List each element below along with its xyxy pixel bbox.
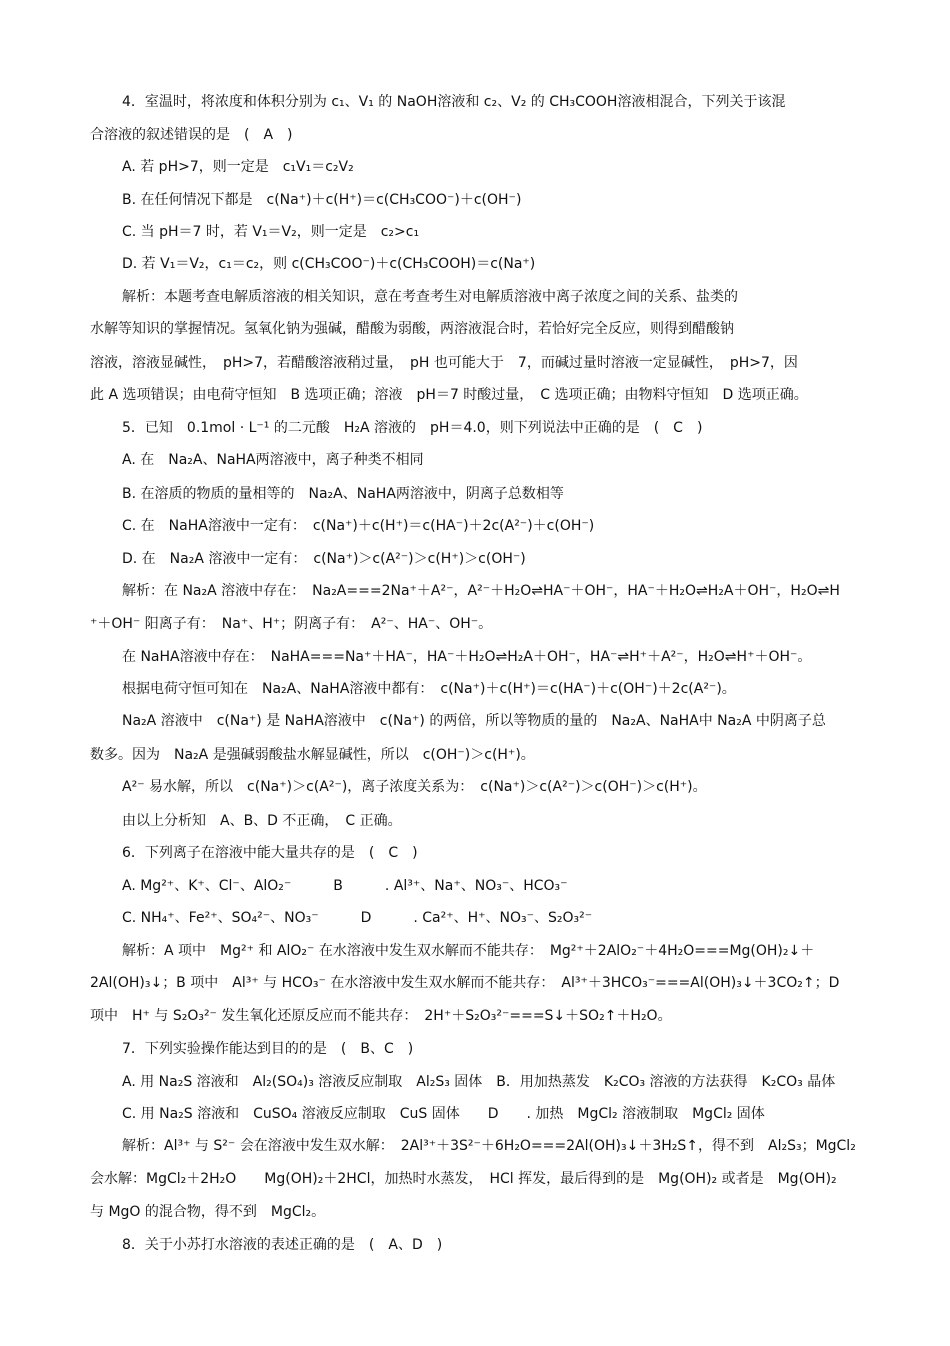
text-line: 项中 H⁺ 与 S₂O₃²⁻ 发生氧化还原反应而不能共存： 2H⁺＋S₂O₃²⁻===S↓＋SO₂↑＋H₂O。	[90, 1008, 672, 1024]
text-line: C. NH₄⁺、Fe²⁺、SO₄²⁻、NO₃⁻ D . Ca²⁺、H⁺、NO₃⁻、S₂O₃²⁻	[122, 910, 593, 926]
text-line: 解析：A 项中 Mg²⁺ 和 AlO₂⁻ 在水溶液中发生双水解而不能共存： Mg²⁺＋2AlO₂⁻＋4H₂O===Mg(OH)₂↓＋	[122, 943, 815, 959]
text-line: 由以上分析知 A、B、D 不正确， C 正确。	[122, 813, 402, 829]
text-line: 4．室温时，将浓度和体积分别为 c₁、V₁ 的 NaOH溶液和 c₂、V₂ 的 CH₃COOH溶液相混合，下列关于该混	[122, 94, 786, 110]
text-line: 水解等知识的掌握情况。氢氧化钠为强碱，醋酸为弱酸，两溶液混合时，若恰好完全反应，则得到醋酸钠	[90, 321, 734, 337]
text-line: 此 A 选项错误；由电荷守恒知 B 选项正确；溶液 pH＝7 时酸过量， C 选项正确；由物料守恒知 D 选项正确。	[90, 387, 808, 403]
text-line: 合溶液的叙述错误的是 ( A )	[90, 127, 293, 143]
text-line: C. 用 Na₂S 溶液和 CuSO₄ 溶液反应制取 CuS 固体 D . 加热 MgCl₂ 溶液制取 MgCl₂ 固体	[122, 1106, 765, 1122]
text-line: 溶液，溶液显碱性， pH>7，若醋酸溶液稍过量， pH 也可能大于 7，而碱过量时溶液一定显碱性， pH>7，因	[90, 355, 798, 371]
text-line: 会水解：MgCl₂＋2H₂O Mg(OH)₂＋2HCl，加热时水蒸发， HCl 挥发，最后得到的是 Mg(OH)₂ 或者是 Mg(OH)₂	[90, 1171, 837, 1187]
text-line: 解析：本题考查电解质溶液的相关知识，意在考查考生对电解质溶液中离子浓度之间的关系、盐类的	[122, 289, 738, 305]
text-line: C. 当 pH＝7 时，若 V₁＝V₂，则一定是 c₂>c₁	[122, 224, 420, 240]
text-line: Na₂A 溶液中 c(Na⁺) 是 NaHA溶液中 c(Na⁺) 的两倍，所以等物质的量的 Na₂A、NaHA中 Na₂A 中阴离子总	[122, 713, 826, 729]
text-line: D. 在 Na₂A 溶液中一定有： c(Na⁺)＞c(A²⁻)＞c(H⁺)＞c(OH⁻)	[122, 551, 526, 567]
text-line: A. 用 Na₂S 溶液和 Al₂(SO₄)₃ 溶液反应制取 Al₂S₃ 固体 B．用加热蒸发 K₂CO₃ 溶液的方法获得 K₂CO₃ 晶体	[122, 1074, 836, 1090]
text-line: 6．下列离子在溶液中能大量共存的是 ( C )	[122, 845, 418, 861]
text-line: 数多。因为 Na₂A 是强碱弱酸盐水解显碱性，所以 c(OH⁻)＞c(H⁺)。	[90, 747, 535, 763]
text-line: A. Mg²⁺、K⁺、Cl⁻、AlO₂⁻ B . Al³⁺、Na⁺、NO₃⁻、HCO₃⁻	[122, 878, 568, 894]
text-line: 在 NaHA溶液中存在： NaHA===Na⁺＋HA⁻，HA⁻＋H₂O⇌H₂A＋OH⁻，HA⁻⇌H⁺＋A²⁻，H₂O⇌H⁺＋OH⁻。	[122, 649, 812, 665]
text-line: 与 MgO 的混合物，得不到 MgCl₂。	[90, 1204, 326, 1220]
text-line: B. 在溶质的物质的量相等的 Na₂A、NaHA两溶液中，阴离子总数相等	[122, 486, 564, 502]
text-line: 根据电荷守恒可知在 Na₂A、NaHA溶液中都有： c(Na⁺)＋c(H⁺)＝c(HA⁻)＋c(OH⁻)＋2c(A²⁻)。	[122, 681, 736, 697]
text-line: 8．关于小苏打水溶液的表述正确的是 ( A、D )	[122, 1237, 443, 1253]
text-line: 2Al(OH)₃↓；B 项中 Al³⁺ 与 HCO₃⁻ 在水溶液中发生双水解而不能共存： Al³⁺＋3HCO₃⁻===Al(OH)₃↓＋3CO₂↑；D	[90, 975, 840, 991]
text-line: C. 在 NaHA溶液中一定有： c(Na⁺)＋c(H⁺)＝c(HA⁻)＋2c(A²⁻)＋c(OH⁻)	[122, 518, 595, 534]
text-line: 解析：Al³⁺ 与 S²⁻ 会在溶液中发生双水解： 2Al³⁺＋3S²⁻＋6H₂O===2Al(OH)₃↓＋3H₂S↑，得不到 Al₂S₃；MgCl₂	[122, 1138, 856, 1154]
text-line: 7．下列实验操作能达到目的的是 ( B、C )	[122, 1041, 414, 1057]
text-line: A. 在 Na₂A、NaHA两溶液中，离子种类不相同	[122, 452, 424, 468]
text-line: 解析：在 Na₂A 溶液中存在： Na₂A===2Na⁺＋A²⁻，A²⁻＋H₂O⇌HA⁻＋OH⁻，HA⁻＋H₂O⇌H₂A＋OH⁻，H₂O⇌H	[122, 583, 840, 599]
text-line: ⁺＋OH⁻ 阳离子有： Na⁺、H⁺；阴离子有： A²⁻、HA⁻、OH⁻。	[90, 616, 493, 632]
text-line: D. 若 V₁＝V₂，c₁＝c₂，则 c(CH₃COO⁻)＋c(CH₃COOH)＝c(Na⁺)	[122, 256, 536, 272]
text-line: A²⁻ 易水解，所以 c(Na⁺)＞c(A²⁻)，离子浓度关系为： c(Na⁺)＞c(A²⁻)＞c(OH⁻)＞c(H⁺)。	[122, 779, 707, 795]
text-line: A. 若 pH>7，则一定是 c₁V₁＝c₂V₂	[122, 159, 354, 175]
text-line: B. 在任何情况下都是 c(Na⁺)＋c(H⁺)＝c(CH₃COO⁻)＋c(OH⁻)	[122, 192, 522, 208]
text-line: 5．已知 0.1mol · L⁻¹ 的二元酸 H₂A 溶液的 pH＝4.0，则下列说法中正确的是 ( C )	[122, 420, 703, 436]
